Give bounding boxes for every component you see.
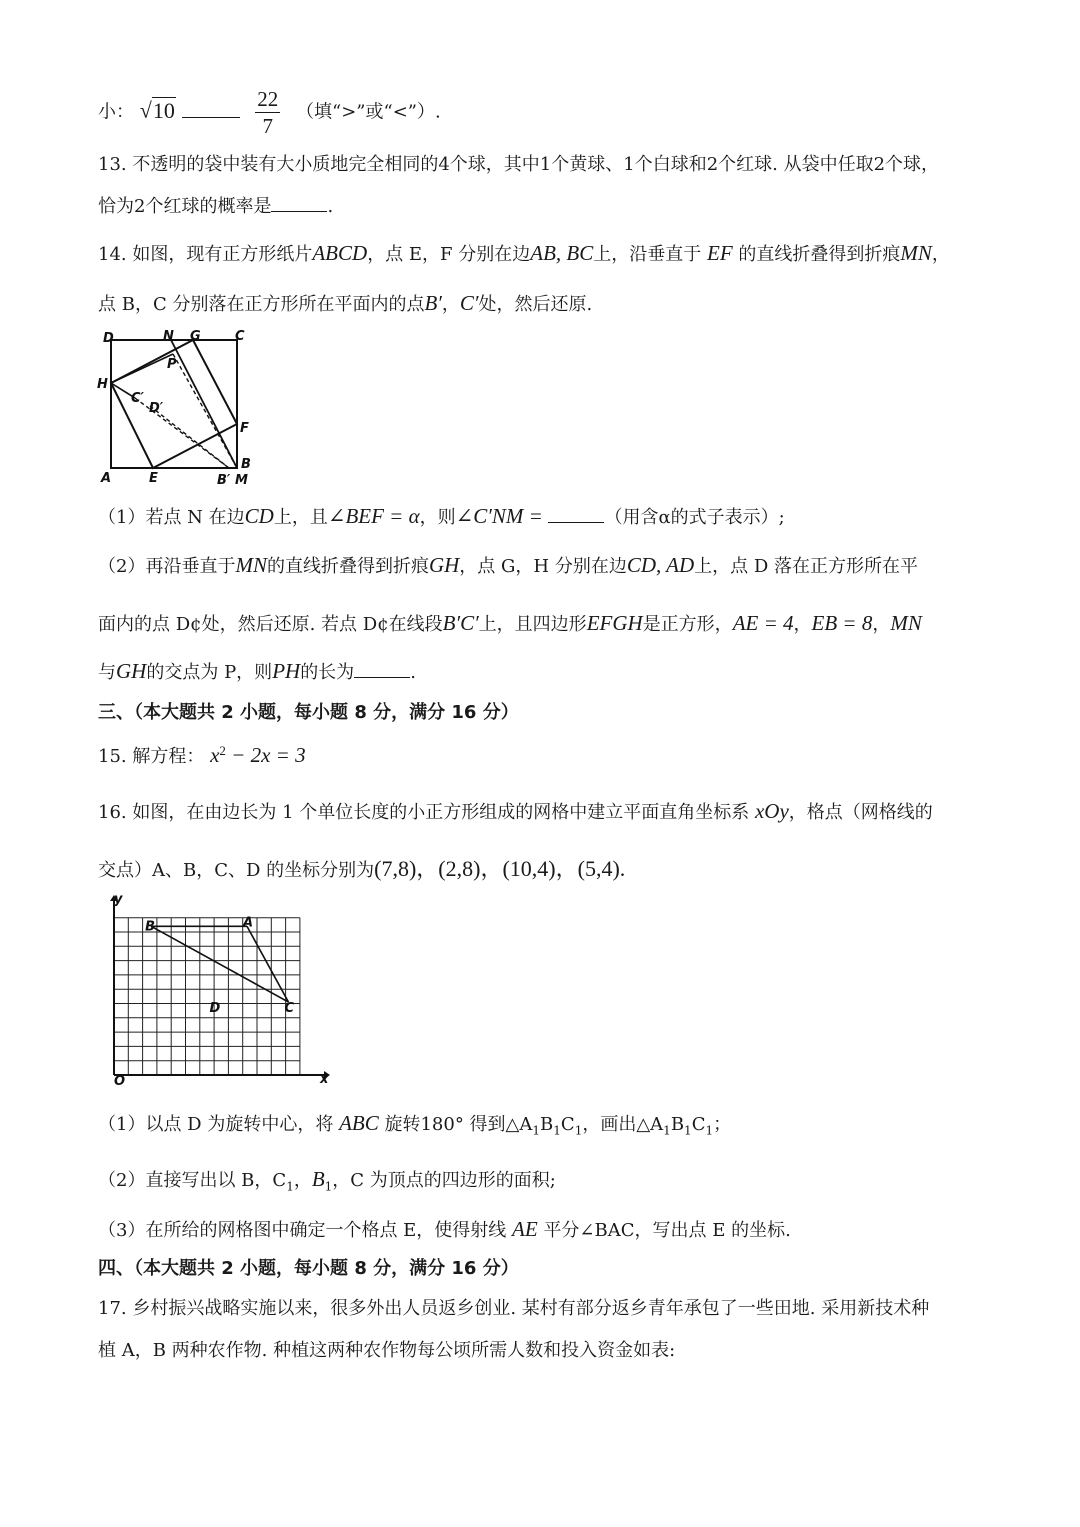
q16-text: 旋转180° 得到△A <box>384 1114 533 1135</box>
sub-1: 1 <box>574 1123 583 1138</box>
label-Bprime: B′ <box>217 473 231 488</box>
q14-gh: GH <box>116 659 147 683</box>
q14-line2 <box>98 290 592 316</box>
q14-cprime: C′ <box>459 291 479 315</box>
q16-line1 <box>98 798 933 824</box>
q14-abcd: ABCD <box>312 241 368 265</box>
q16-text: 平分∠BAC，写出点 E 的坐标. <box>543 1220 791 1241</box>
sub-1: 1 <box>705 1123 714 1138</box>
q16-text: 交点）A、B，C、D 的坐标分别为 <box>98 860 375 881</box>
q14-text: ， <box>931 244 950 265</box>
q14-part2-line2 <box>98 610 922 636</box>
q14-text: 的长为 <box>300 662 355 683</box>
q14-text: 上，沿垂直于 <box>593 244 702 265</box>
q13-line1: 13. 不透明的袋中装有大小质地完全相同的4个球，其中1个黄球、1个白球和2个红球. 从袋中任取2个球， <box>98 154 940 175</box>
frac-denominator: 7 <box>262 114 274 138</box>
q12-tail-line <box>98 86 441 139</box>
q15-eq-rest: − 2x = 3 <box>225 743 306 767</box>
q14-bc-seg: B′C′ <box>442 611 479 635</box>
sub-1: 1 <box>286 1179 294 1194</box>
q16-text: ， <box>293 1170 312 1191</box>
section-4-heading: 四、（本大题共 2 小题，每小题 8 分，满分 16 分） <box>98 1258 519 1279</box>
q14-part2-line3 <box>98 658 416 684</box>
q14-text: 处，然后还原. <box>478 294 593 315</box>
answer-blank-q12[interactable] <box>182 101 240 118</box>
label-point-B: B <box>145 919 156 935</box>
q13-line2-suffix: . <box>327 196 334 217</box>
label-M: M <box>235 473 248 488</box>
q16-xoy: xOy <box>754 799 789 823</box>
q14-text: 14. 如图，现有正方形纸片 <box>98 244 313 265</box>
label-B: B <box>241 457 251 472</box>
q14-text: 是正方形， <box>642 614 733 635</box>
q12-hint: （填“>”或“<”）. <box>296 101 441 123</box>
q16-text: （3）在所给的网格图中确定一个格点 E，使得射线 <box>98 1220 507 1241</box>
label-Dprime: D′ <box>149 401 164 416</box>
fraction-22-7 <box>255 86 280 139</box>
q14-text: 面内的点 D¢处，然后还原. 若点 D¢在线段 <box>98 614 443 635</box>
q13-line2-prefix: 恰为2个红球的概率是 <box>98 196 272 217</box>
q14-mn: MN <box>890 611 922 635</box>
sub-1: 1 <box>684 1123 692 1138</box>
q14-angle-cnm: ∠C′NM = <box>455 504 543 528</box>
label-P: P <box>167 357 177 372</box>
q16-coords: (7,8)，(2,8)，(10,4)，(5,4). <box>374 856 626 881</box>
q16-part2 <box>98 1166 556 1194</box>
q14-text: （1）若点 N 在边 <box>98 507 245 528</box>
q14-text: ，点 G，H 分别在边 <box>459 556 627 577</box>
sub-1: 1 <box>663 1123 671 1138</box>
label-A: A <box>101 471 112 486</box>
q14-bprime: B′ <box>424 291 442 315</box>
q17-line2: 植 A，B 两种农作物. 种植这两种农作物每公顷所需人数和投入资金如表: <box>98 1340 676 1361</box>
q14-cd-ad: CD, AD <box>626 553 695 577</box>
q17-line1: 17. 乡村振兴战略实施以来，很多外出人员返乡创业. 某村有部分返乡青年承包了一些田地. 采用新技术种 <box>98 1298 930 1319</box>
q15-label: 15. 解方程： <box>98 746 205 767</box>
label-point-A: A <box>242 915 254 931</box>
q14-line1 <box>98 240 950 266</box>
sqrt-expression: √10 <box>139 97 175 123</box>
q14-ab-bc: AB, BC <box>530 241 594 265</box>
label-D: D <box>103 331 114 346</box>
q14-text: 的直线折叠得到折痕 <box>266 556 429 577</box>
label-origin: O <box>114 1074 126 1089</box>
q16-text: （1）以点 D 为旋转中心，将 <box>98 1114 334 1135</box>
q14-text: 上，点 D 落在正方形所在平 <box>694 556 918 577</box>
q14-text: （用含α的式子表示）; <box>604 507 785 528</box>
label-point-C: C <box>284 1001 295 1017</box>
q16-text: ，格点（网格线的 <box>788 802 933 823</box>
q14-figure <box>95 328 260 488</box>
q16-text: 16. 如图，在由边长为 1 个单位长度的小正方形组成的网格中建立平面直角坐标系 <box>98 802 750 823</box>
q16-text: ，画出△A <box>582 1114 664 1135</box>
sub-1: 1 <box>553 1123 561 1138</box>
q14-mn: MN <box>900 241 932 265</box>
sub-1: 1 <box>324 1179 333 1194</box>
label-x-axis: x <box>320 1072 329 1087</box>
q14-gh: GH <box>428 553 460 577</box>
q14-text: ， <box>441 294 460 315</box>
label-Cprime: C′ <box>131 391 144 406</box>
q14-text: ，点 E，F 分别在边 <box>367 244 531 265</box>
label-E: E <box>149 471 158 486</box>
q14-ph: PH <box>272 659 301 683</box>
label-N: N <box>163 329 174 344</box>
label-G: G <box>190 329 201 344</box>
q14-text: 的直线折叠得到折痕 <box>738 244 901 265</box>
grid-lines <box>114 918 300 1075</box>
q14-cd: CD <box>244 504 274 528</box>
q14-text: ， <box>793 614 812 635</box>
q16-part3 <box>98 1216 791 1242</box>
segment-hp <box>111 354 173 383</box>
q13-line2 <box>98 192 333 218</box>
q14-eb: EB = 8 <box>811 611 873 635</box>
answer-blank-q14-1[interactable] <box>548 506 604 523</box>
q16-text: ，C 为顶点的四边形的面积; <box>332 1170 556 1191</box>
q16-text: C <box>691 1114 706 1135</box>
label-y-axis: y <box>114 893 123 907</box>
answer-blank-q13[interactable] <box>271 195 327 212</box>
q14-ae: AE = 4 <box>732 611 794 635</box>
label-point-D: D <box>209 1001 221 1017</box>
label-F: F <box>240 421 249 436</box>
frac-numerator: 22 <box>257 87 279 111</box>
q16-text: B <box>540 1114 554 1135</box>
q14-efgh: EFGH <box>586 611 643 635</box>
q14-text: ， <box>872 614 891 635</box>
q14-mn: MN <box>235 553 267 577</box>
q16-text: B <box>670 1114 685 1135</box>
q14-ef: EF <box>707 241 733 265</box>
q14-angle-bef: ∠BEF = α <box>327 504 420 528</box>
q16-text: （2）直接写出以 B，C <box>98 1170 287 1191</box>
section-3-heading: 三、（本大题共 2 小题，每小题 8 分，满分 16 分） <box>98 702 519 723</box>
q16-ae: AE <box>512 1217 538 1241</box>
q14-part2-line1 <box>98 552 918 578</box>
q14-text: 点 B，C 分别落在正方形所在平面内的点 <box>98 294 425 315</box>
label-C: C <box>235 329 245 344</box>
q16-part1 <box>98 1110 731 1138</box>
label-H: H <box>97 377 108 392</box>
q14-text: . <box>410 662 416 683</box>
q14-text: 上，且四边形 <box>478 614 587 635</box>
q16-text: ； <box>713 1114 732 1135</box>
q16-line2 <box>98 852 625 883</box>
q15-line <box>98 742 306 768</box>
q16-text: C <box>560 1114 575 1135</box>
q16-grid-figure <box>100 893 340 1093</box>
q14-text: 与 <box>98 662 116 683</box>
q16-b1: B <box>311 1167 325 1191</box>
q15-eq-x: x <box>210 743 220 767</box>
sqrt-radicand: 10 <box>152 97 175 123</box>
sub-1: 1 <box>532 1123 541 1138</box>
answer-blank-q14-2[interactable] <box>354 661 410 678</box>
q14-text: ，则 <box>419 507 456 528</box>
q16-abc: ABC <box>339 1111 379 1135</box>
q14-text: 上，且 <box>273 507 328 528</box>
q14-text: 的交点为 P，则 <box>146 662 273 683</box>
q12-prefix: 小： <box>98 101 134 123</box>
q14-text: （2）再沿垂直于 <box>98 556 236 577</box>
q15-eq-sup: 2 <box>219 743 226 758</box>
q14-part1 <box>98 503 785 529</box>
